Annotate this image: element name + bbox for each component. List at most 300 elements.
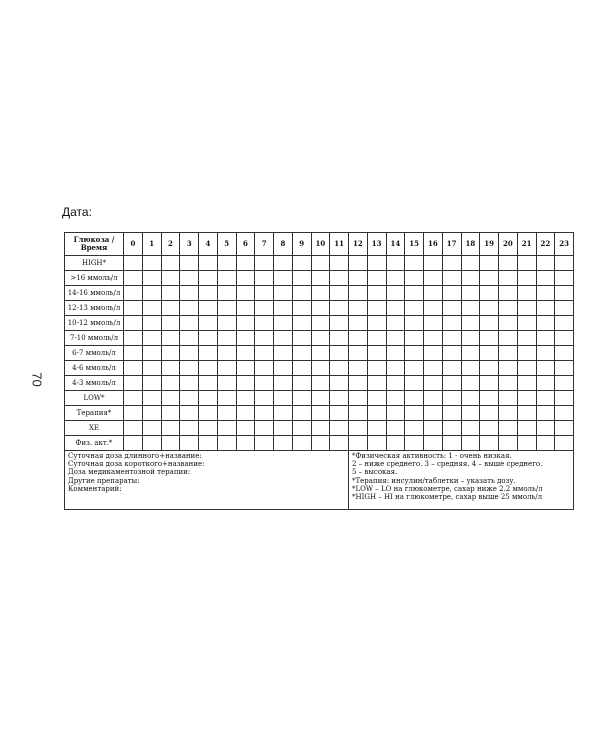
- entry-cell[interactable]: [386, 376, 405, 391]
- entry-cell[interactable]: [424, 346, 443, 361]
- entry-cell[interactable]: [349, 286, 368, 301]
- entry-cell[interactable]: [536, 361, 555, 376]
- entry-cell[interactable]: [330, 421, 349, 436]
- entry-cell[interactable]: [330, 391, 349, 406]
- entry-cell[interactable]: [292, 331, 311, 346]
- entry-cell[interactable]: [386, 406, 405, 421]
- entry-cell[interactable]: [555, 391, 574, 406]
- entry-cell[interactable]: [386, 346, 405, 361]
- entry-cell[interactable]: [555, 256, 574, 271]
- entry-cell[interactable]: [405, 316, 424, 331]
- entry-cell[interactable]: [199, 316, 218, 331]
- entry-cell[interactable]: [442, 361, 461, 376]
- entry-cell[interactable]: [217, 421, 236, 436]
- entry-cell[interactable]: [442, 376, 461, 391]
- entry-cell[interactable]: [292, 256, 311, 271]
- entry-cell[interactable]: [480, 286, 499, 301]
- entry-cell[interactable]: [536, 331, 555, 346]
- entry-cell[interactable]: [424, 361, 443, 376]
- entry-cell[interactable]: [330, 286, 349, 301]
- entry-cell[interactable]: [255, 331, 274, 346]
- entry-cell[interactable]: [386, 436, 405, 451]
- entry-cell[interactable]: [180, 421, 199, 436]
- entry-cell[interactable]: [405, 406, 424, 421]
- entry-cell[interactable]: [330, 436, 349, 451]
- entry-cell[interactable]: [349, 421, 368, 436]
- entry-cell[interactable]: [142, 361, 161, 376]
- entry-cell[interactable]: [330, 376, 349, 391]
- entry-cell[interactable]: [236, 391, 255, 406]
- entry-cell[interactable]: [124, 316, 143, 331]
- entry-cell[interactable]: [199, 256, 218, 271]
- entry-cell[interactable]: [274, 361, 293, 376]
- entry-cell[interactable]: [217, 436, 236, 451]
- entry-cell[interactable]: [236, 406, 255, 421]
- entry-cell[interactable]: [236, 421, 255, 436]
- entry-cell[interactable]: [386, 286, 405, 301]
- entry-cell[interactable]: [461, 421, 480, 436]
- entry-cell[interactable]: [292, 301, 311, 316]
- entry-cell[interactable]: [386, 331, 405, 346]
- entry-cell[interactable]: [180, 436, 199, 451]
- entry-cell[interactable]: [330, 361, 349, 376]
- entry-cell[interactable]: [367, 436, 386, 451]
- entry-cell[interactable]: [442, 331, 461, 346]
- entry-cell[interactable]: [292, 406, 311, 421]
- entry-cell[interactable]: [180, 346, 199, 361]
- entry-cell[interactable]: [480, 406, 499, 421]
- entry-cell[interactable]: [536, 391, 555, 406]
- entry-cell[interactable]: [461, 256, 480, 271]
- entry-cell[interactable]: [274, 301, 293, 316]
- entry-cell[interactable]: [236, 331, 255, 346]
- entry-cell[interactable]: [349, 361, 368, 376]
- entry-cell[interactable]: [255, 286, 274, 301]
- entry-cell[interactable]: [424, 256, 443, 271]
- entry-cell[interactable]: [255, 391, 274, 406]
- entry-cell[interactable]: [555, 376, 574, 391]
- entry-cell[interactable]: [349, 391, 368, 406]
- entry-cell[interactable]: [330, 256, 349, 271]
- entry-cell[interactable]: [255, 361, 274, 376]
- entry-cell[interactable]: [386, 301, 405, 316]
- entry-cell[interactable]: [367, 331, 386, 346]
- entry-cell[interactable]: [274, 286, 293, 301]
- entry-cell[interactable]: [424, 421, 443, 436]
- entry-cell[interactable]: [536, 316, 555, 331]
- entry-cell[interactable]: [255, 256, 274, 271]
- entry-cell[interactable]: [386, 256, 405, 271]
- entry-cell[interactable]: [142, 286, 161, 301]
- entry-cell[interactable]: [442, 406, 461, 421]
- entry-cell[interactable]: [499, 346, 518, 361]
- entry-cell[interactable]: [480, 346, 499, 361]
- entry-cell[interactable]: [161, 331, 180, 346]
- entry-cell[interactable]: [461, 271, 480, 286]
- entry-cell[interactable]: [555, 286, 574, 301]
- entry-cell[interactable]: [311, 391, 330, 406]
- entry-cell[interactable]: [217, 376, 236, 391]
- entry-cell[interactable]: [180, 406, 199, 421]
- entry-cell[interactable]: [199, 286, 218, 301]
- entry-cell[interactable]: [292, 271, 311, 286]
- entry-cell[interactable]: [311, 376, 330, 391]
- entry-cell[interactable]: [499, 331, 518, 346]
- entry-cell[interactable]: [161, 256, 180, 271]
- entry-cell[interactable]: [480, 436, 499, 451]
- entry-cell[interactable]: [311, 271, 330, 286]
- entry-cell[interactable]: [424, 391, 443, 406]
- entry-cell[interactable]: [255, 406, 274, 421]
- entry-cell[interactable]: [199, 391, 218, 406]
- entry-cell[interactable]: [217, 331, 236, 346]
- entry-cell[interactable]: [161, 286, 180, 301]
- entry-cell[interactable]: [236, 271, 255, 286]
- entry-cell[interactable]: [236, 256, 255, 271]
- entry-cell[interactable]: [480, 331, 499, 346]
- entry-cell[interactable]: [124, 436, 143, 451]
- entry-cell[interactable]: [161, 436, 180, 451]
- entry-cell[interactable]: [461, 346, 480, 361]
- entry-cell[interactable]: [274, 271, 293, 286]
- entry-cell[interactable]: [555, 271, 574, 286]
- entry-cell[interactable]: [405, 436, 424, 451]
- entry-cell[interactable]: [217, 406, 236, 421]
- entry-cell[interactable]: [405, 286, 424, 301]
- entry-cell[interactable]: [480, 301, 499, 316]
- entry-cell[interactable]: [311, 301, 330, 316]
- entry-cell[interactable]: [555, 331, 574, 346]
- entry-cell[interactable]: [161, 316, 180, 331]
- entry-cell[interactable]: [161, 421, 180, 436]
- entry-cell[interactable]: [142, 406, 161, 421]
- entry-cell[interactable]: [367, 391, 386, 406]
- entry-cell[interactable]: [311, 331, 330, 346]
- entry-cell[interactable]: [517, 286, 536, 301]
- entry-cell[interactable]: [442, 256, 461, 271]
- entry-cell[interactable]: [255, 421, 274, 436]
- entry-cell[interactable]: [161, 376, 180, 391]
- entry-cell[interactable]: [480, 271, 499, 286]
- entry-cell[interactable]: [217, 286, 236, 301]
- entry-cell[interactable]: [199, 406, 218, 421]
- entry-cell[interactable]: [236, 316, 255, 331]
- entry-cell[interactable]: [255, 346, 274, 361]
- entry-cell[interactable]: [405, 346, 424, 361]
- entry-cell[interactable]: [367, 421, 386, 436]
- entry-cell[interactable]: [274, 331, 293, 346]
- entry-cell[interactable]: [142, 346, 161, 361]
- entry-cell[interactable]: [142, 271, 161, 286]
- entry-cell[interactable]: [517, 421, 536, 436]
- entry-cell[interactable]: [142, 421, 161, 436]
- entry-cell[interactable]: [199, 331, 218, 346]
- entry-cell[interactable]: [217, 346, 236, 361]
- entry-cell[interactable]: [442, 436, 461, 451]
- entry-cell[interactable]: [274, 346, 293, 361]
- entry-cell[interactable]: [274, 391, 293, 406]
- entry-cell[interactable]: [199, 346, 218, 361]
- entry-cell[interactable]: [517, 271, 536, 286]
- entry-cell[interactable]: [499, 256, 518, 271]
- entry-cell[interactable]: [236, 361, 255, 376]
- entry-cell[interactable]: [480, 361, 499, 376]
- entry-cell[interactable]: [180, 331, 199, 346]
- entry-cell[interactable]: [517, 316, 536, 331]
- entry-cell[interactable]: [292, 376, 311, 391]
- entry-cell[interactable]: [442, 286, 461, 301]
- entry-cell[interactable]: [517, 331, 536, 346]
- entry-cell[interactable]: [311, 286, 330, 301]
- entry-cell[interactable]: [349, 346, 368, 361]
- entry-cell[interactable]: [330, 346, 349, 361]
- entry-cell[interactable]: [499, 361, 518, 376]
- entry-cell[interactable]: [349, 271, 368, 286]
- entry-cell[interactable]: [199, 361, 218, 376]
- entry-cell[interactable]: [217, 256, 236, 271]
- entry-cell[interactable]: [536, 346, 555, 361]
- entry-cell[interactable]: [555, 301, 574, 316]
- entry-cell[interactable]: [161, 271, 180, 286]
- entry-cell[interactable]: [367, 376, 386, 391]
- entry-cell[interactable]: [517, 256, 536, 271]
- entry-cell[interactable]: [424, 316, 443, 331]
- entry-cell[interactable]: [274, 256, 293, 271]
- entry-cell[interactable]: [311, 256, 330, 271]
- entry-cell[interactable]: [386, 316, 405, 331]
- entry-cell[interactable]: [536, 436, 555, 451]
- entry-cell[interactable]: [236, 436, 255, 451]
- entry-cell[interactable]: [536, 421, 555, 436]
- entry-cell[interactable]: [236, 301, 255, 316]
- entry-cell[interactable]: [461, 361, 480, 376]
- entry-cell[interactable]: [255, 271, 274, 286]
- entry-cell[interactable]: [180, 286, 199, 301]
- entry-cell[interactable]: [405, 331, 424, 346]
- entry-cell[interactable]: [274, 421, 293, 436]
- entry-cell[interactable]: [442, 346, 461, 361]
- entry-cell[interactable]: [330, 301, 349, 316]
- entry-cell[interactable]: [255, 436, 274, 451]
- entry-cell[interactable]: [517, 406, 536, 421]
- entry-cell[interactable]: [255, 376, 274, 391]
- entry-cell[interactable]: [442, 301, 461, 316]
- entry-cell[interactable]: [405, 421, 424, 436]
- entry-cell[interactable]: [461, 331, 480, 346]
- entry-cell[interactable]: [161, 301, 180, 316]
- entry-cell[interactable]: [499, 421, 518, 436]
- entry-cell[interactable]: [124, 286, 143, 301]
- entry-cell[interactable]: [199, 436, 218, 451]
- entry-cell[interactable]: [517, 436, 536, 451]
- entry-cell[interactable]: [499, 376, 518, 391]
- entry-cell[interactable]: [199, 301, 218, 316]
- entry-cell[interactable]: [367, 361, 386, 376]
- entry-cell[interactable]: [536, 301, 555, 316]
- entry-cell[interactable]: [142, 256, 161, 271]
- entry-cell[interactable]: [442, 271, 461, 286]
- entry-cell[interactable]: [217, 301, 236, 316]
- entry-cell[interactable]: [536, 256, 555, 271]
- entry-cell[interactable]: [236, 376, 255, 391]
- entry-cell[interactable]: [124, 406, 143, 421]
- entry-cell[interactable]: [292, 361, 311, 376]
- entry-cell[interactable]: [274, 436, 293, 451]
- entry-cell[interactable]: [367, 316, 386, 331]
- entry-cell[interactable]: [517, 376, 536, 391]
- entry-cell[interactable]: [367, 256, 386, 271]
- entry-cell[interactable]: [480, 316, 499, 331]
- entry-cell[interactable]: [555, 421, 574, 436]
- entry-cell[interactable]: [517, 346, 536, 361]
- entry-cell[interactable]: [311, 436, 330, 451]
- entry-cell[interactable]: [424, 301, 443, 316]
- entry-cell[interactable]: [274, 406, 293, 421]
- entry-cell[interactable]: [255, 301, 274, 316]
- entry-cell[interactable]: [461, 391, 480, 406]
- entry-cell[interactable]: [142, 301, 161, 316]
- entry-cell[interactable]: [349, 436, 368, 451]
- entry-cell[interactable]: [311, 421, 330, 436]
- entry-cell[interactable]: [217, 316, 236, 331]
- entry-cell[interactable]: [124, 361, 143, 376]
- entry-cell[interactable]: [442, 316, 461, 331]
- entry-cell[interactable]: [180, 271, 199, 286]
- entry-cell[interactable]: [424, 436, 443, 451]
- entry-cell[interactable]: [292, 346, 311, 361]
- entry-cell[interactable]: [386, 361, 405, 376]
- entry-cell[interactable]: [161, 346, 180, 361]
- entry-cell[interactable]: [124, 421, 143, 436]
- entry-cell[interactable]: [517, 301, 536, 316]
- entry-cell[interactable]: [349, 256, 368, 271]
- entry-cell[interactable]: [330, 271, 349, 286]
- entry-cell[interactable]: [555, 406, 574, 421]
- entry-cell[interactable]: [367, 346, 386, 361]
- entry-cell[interactable]: [424, 271, 443, 286]
- entry-cell[interactable]: [292, 436, 311, 451]
- entry-cell[interactable]: [480, 421, 499, 436]
- entry-cell[interactable]: [517, 361, 536, 376]
- entry-cell[interactable]: [480, 376, 499, 391]
- entry-cell[interactable]: [555, 316, 574, 331]
- entry-cell[interactable]: [499, 391, 518, 406]
- entry-cell[interactable]: [367, 406, 386, 421]
- entry-cell[interactable]: [180, 256, 199, 271]
- entry-cell[interactable]: [180, 361, 199, 376]
- entry-cell[interactable]: [555, 361, 574, 376]
- entry-cell[interactable]: [442, 391, 461, 406]
- entry-cell[interactable]: [124, 256, 143, 271]
- entry-cell[interactable]: [424, 286, 443, 301]
- entry-cell[interactable]: [180, 316, 199, 331]
- entry-cell[interactable]: [480, 391, 499, 406]
- entry-cell[interactable]: [180, 301, 199, 316]
- entry-cell[interactable]: [405, 301, 424, 316]
- entry-cell[interactable]: [292, 391, 311, 406]
- entry-cell[interactable]: [161, 361, 180, 376]
- entry-cell[interactable]: [461, 436, 480, 451]
- entry-cell[interactable]: [536, 286, 555, 301]
- entry-cell[interactable]: [349, 331, 368, 346]
- entry-cell[interactable]: [161, 391, 180, 406]
- entry-cell[interactable]: [330, 331, 349, 346]
- entry-cell[interactable]: [124, 376, 143, 391]
- entry-cell[interactable]: [349, 376, 368, 391]
- entry-cell[interactable]: [536, 376, 555, 391]
- entry-cell[interactable]: [311, 346, 330, 361]
- entry-cell[interactable]: [292, 316, 311, 331]
- entry-cell[interactable]: [367, 286, 386, 301]
- entry-cell[interactable]: [292, 421, 311, 436]
- entry-cell[interactable]: [405, 376, 424, 391]
- entry-cell[interactable]: [367, 271, 386, 286]
- entry-cell[interactable]: [386, 391, 405, 406]
- entry-cell[interactable]: [142, 376, 161, 391]
- entry-cell[interactable]: [499, 436, 518, 451]
- entry-cell[interactable]: [199, 376, 218, 391]
- entry-cell[interactable]: [461, 376, 480, 391]
- entry-cell[interactable]: [461, 406, 480, 421]
- entry-cell[interactable]: [311, 406, 330, 421]
- entry-cell[interactable]: [499, 301, 518, 316]
- entry-cell[interactable]: [536, 406, 555, 421]
- entry-cell[interactable]: [217, 391, 236, 406]
- entry-cell[interactable]: [499, 271, 518, 286]
- entry-cell[interactable]: [555, 436, 574, 451]
- entry-cell[interactable]: [124, 346, 143, 361]
- entry-cell[interactable]: [255, 316, 274, 331]
- entry-cell[interactable]: [386, 271, 405, 286]
- entry-cell[interactable]: [442, 421, 461, 436]
- entry-cell[interactable]: [124, 301, 143, 316]
- entry-cell[interactable]: [349, 301, 368, 316]
- entry-cell[interactable]: [405, 391, 424, 406]
- entry-cell[interactable]: [180, 391, 199, 406]
- entry-cell[interactable]: [536, 271, 555, 286]
- entry-cell[interactable]: [405, 361, 424, 376]
- entry-cell[interactable]: [142, 436, 161, 451]
- entry-cell[interactable]: [124, 391, 143, 406]
- entry-cell[interactable]: [236, 286, 255, 301]
- entry-cell[interactable]: [349, 406, 368, 421]
- entry-cell[interactable]: [480, 256, 499, 271]
- entry-cell[interactable]: [217, 361, 236, 376]
- entry-cell[interactable]: [274, 376, 293, 391]
- entry-cell[interactable]: [199, 271, 218, 286]
- entry-cell[interactable]: [199, 421, 218, 436]
- entry-cell[interactable]: [555, 346, 574, 361]
- entry-cell[interactable]: [405, 271, 424, 286]
- entry-cell[interactable]: [349, 316, 368, 331]
- entry-cell[interactable]: [499, 286, 518, 301]
- entry-cell[interactable]: [292, 286, 311, 301]
- entry-cell[interactable]: [330, 316, 349, 331]
- entry-cell[interactable]: [517, 391, 536, 406]
- entry-cell[interactable]: [424, 406, 443, 421]
- entry-cell[interactable]: [461, 286, 480, 301]
- entry-cell[interactable]: [124, 271, 143, 286]
- entry-cell[interactable]: [424, 331, 443, 346]
- entry-cell[interactable]: [499, 316, 518, 331]
- entry-cell[interactable]: [142, 316, 161, 331]
- entry-cell[interactable]: [499, 406, 518, 421]
- entry-cell[interactable]: [180, 376, 199, 391]
- entry-cell[interactable]: [142, 331, 161, 346]
- entry-cell[interactable]: [311, 316, 330, 331]
- entry-cell[interactable]: [142, 391, 161, 406]
- entry-cell[interactable]: [274, 316, 293, 331]
